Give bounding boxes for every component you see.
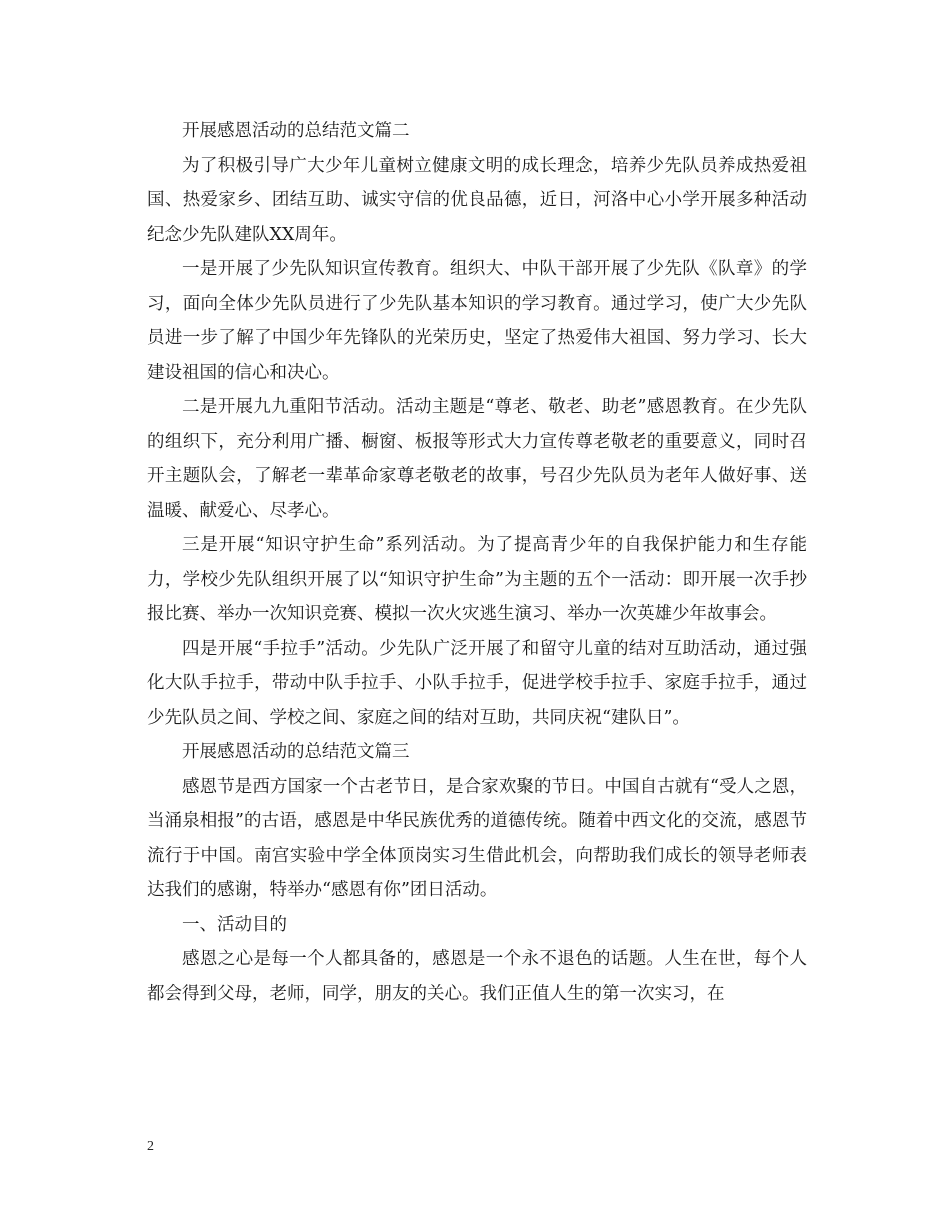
section-heading-part-two: 开展感恩活动的总结范文篇二 — [182, 121, 410, 141]
paragraph-second-activity: 二是开展九九重阳节活动。活动主题是“尊老、敬老、助老”感恩教育。在少先队的组织下，充分利用广播、橱窗、板报等形式大力宣传尊老敬老的重要意义，同时召开主题队会，了解老一辈革命家尊老敬老的故事，号召少先队员为老年人做好事、送温暖、献爱心、尽孝心。 — [147, 397, 807, 521]
document-body — [147, 114, 807, 1011]
section-heading-part-three: 开展感恩活动的总结范文篇三 — [182, 742, 410, 762]
paragraph-activity-purpose: 感恩之心是每一个人都具备的，感恩是一个永不退色的话题。人生在世，每个人都会得到父母，老师，同学，朋友的关心。我们正值人生的第一次实习，在 — [147, 949, 807, 1004]
subheading-activity-purpose: 一、活动目的 — [182, 914, 287, 935]
paragraph-intro: 为了积极引导广大少年儿童树立健康文明的成长理念，培养少先队员养成热爱祖国、热爱家乡、团结互助、诚实守信的优良品德，近日，河洛中心小学开展多种活动纪念少先队建队XX周年。 — [147, 155, 807, 245]
paragraph-fourth-activity: 四是开展“手拉手”活动。少先队广泛开展了和留守儿童的结对互助活动，通过强化大队手拉手，带动中队手拉手、小队手拉手，促进学校手拉手、家庭手拉手，通过少先队员之间、学校之间、家庭之间的结对互助，共同庆祝“建队日”。 — [147, 638, 807, 728]
paragraph-first-activity: 一是开展了少先队知识宣传教育。组织大、中队干部开展了少先队《队章》的学习，面向全体少先队员进行了少先队基本知识的学习教育。通过学习，使广大少先队员进一步了解了中国少年先锋队的光荣历史，坚定了热爱伟大祖国、努力学习、长大建设祖国的信心和决心。 — [147, 259, 807, 383]
page-number: 2 — [147, 1139, 154, 1154]
paragraph-third-activity: 三是开展“知识守护生命”系列活动。为了提高青少年的自我保护能力和生存能力，学校少先队组织开展了以“知识守护生命”为主题的五个一活动：即开展一次手抄报比赛、举办一次知识竞赛、模拟一次火灾逃生演习、举办一次英雄少年故事会。 — [147, 535, 807, 624]
paragraph-thanksgiving-intro: 感恩节是西方国家一个古老节日，是合家欢聚的节日。中国自古就有“受人之恩，当涌泉相报”的古语，感恩是中华民族优秀的道德传统。随着中西文化的交流，感恩节流行于中国。南宫实验中学全体顶岗实习生借此机会，向帮助我们成长的领导老师表达我们的感谢，特举办“感恩有你”团日活动。 — [147, 776, 807, 900]
